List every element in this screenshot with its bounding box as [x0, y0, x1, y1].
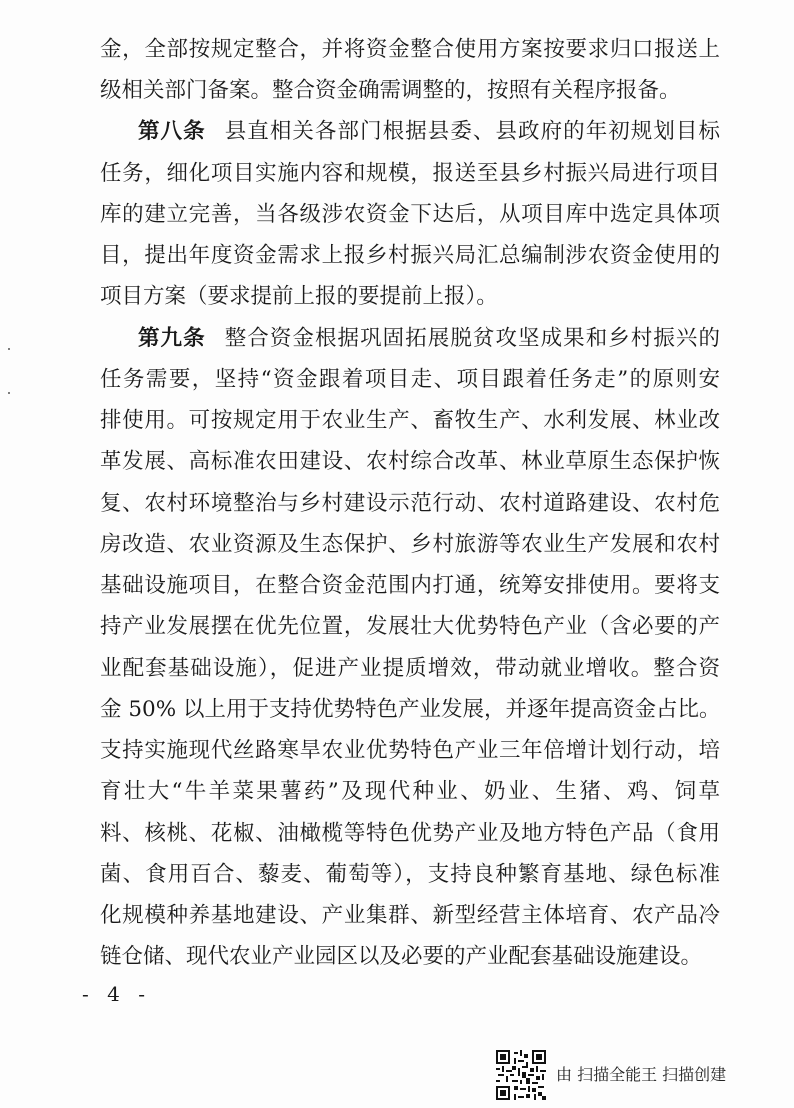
- paragraph-line: 金，全部按规定整合，并将资金整合使用方案按要求归口报送上: [100, 37, 720, 62]
- article-8-text: 县直相关各部门根据县委、县政府的年初规划目标: [223, 119, 720, 144]
- paragraph-line: 菌、食用百合、藜麦、葡萄等），支持良种繁育基地、绿色标准: [100, 862, 720, 887]
- paragraph-line: 排使用。可按规定用于农业生产、畜牧生产、水利发展、林业改: [100, 408, 720, 433]
- paragraph-line: 料、核桃、花椒、油橄榄等特色优势产业及地方特色产品（食用: [100, 821, 720, 846]
- scanner-watermark-label: 由 扫描全能王 扫描创建: [556, 1065, 727, 1084]
- paragraph-line: 持产业发展摆在优先位置，发展壮大优势特色产业（含必要的产: [100, 614, 720, 639]
- paragraph-line: 项目方案（要求提前上报的要提前上报）。: [100, 284, 498, 309]
- scan-speck: [8, 392, 10, 394]
- paragraph-line: 金 50% 以上用于支持优势特色产业发展，并逐年提高资金占比。: [100, 697, 720, 722]
- article-9-first-line: [138, 325, 720, 353]
- paragraph-line: 目，提出年度资金需求上报乡村振兴局汇总编制涉农资金使用的: [100, 243, 720, 268]
- paragraph-line: 支持实施现代丝路寒旱农业优势特色产业三年倍增计划行动，培: [100, 738, 720, 763]
- paragraph-line: 革发展、高标准农田建设、农村综合改革、林业草原生态保护恢: [100, 449, 720, 474]
- scan-speck: [8, 348, 10, 350]
- article-8-first-line: [138, 118, 720, 146]
- article-8-heading: 第八条: [138, 119, 206, 144]
- paragraph-line: 库的建立完善，当各级涉农资金下达后，从项目库中选定具体项: [100, 202, 720, 227]
- article-9-text: 整合资金根据巩固拓展脱贫攻坚成果和乡村振兴的: [223, 326, 720, 351]
- paragraph-line: 任务，细化项目实施内容和规模，报送至县乡村振兴局进行项目: [100, 161, 720, 186]
- paragraph-line: 任务需要，坚持“资金跟着项目走、项目跟着任务走”的原则安: [100, 367, 720, 392]
- paragraph-line: 业配套基础设施），促进产业提质增效，带动就业增收。整合资: [100, 656, 720, 681]
- page-number: - 4 -: [82, 982, 151, 1006]
- article-9-heading: 第九条: [138, 326, 206, 351]
- paragraph-line: 链仓储、现代农业产业园区以及必要的产业配套基础设施建设。: [100, 944, 703, 969]
- paragraph-line: 级相关部门备案。整合资金确需调整的，按照有关程序报备。: [100, 78, 681, 103]
- paragraph-line: 基础设施项目，在整合资金范围内打通，统筹安排使用。要将支: [100, 573, 720, 598]
- qr-code-icon: [496, 1050, 546, 1100]
- paragraph-line: 育壮大“牛羊菜果薯药”及现代种业、奶业、生猪、鸡、饲草: [100, 779, 720, 804]
- paragraph-line: 复、农村环境整治与乡村建设示范行动、农村道路建设、农村危: [100, 491, 720, 516]
- paragraph-line: 化规模种养基地建设、产业集群、新型经营主体培育、农产品冷: [100, 903, 720, 928]
- paragraph-line: 房改造、农业资源及生态保护、乡村旅游等农业生产发展和农村: [100, 532, 720, 557]
